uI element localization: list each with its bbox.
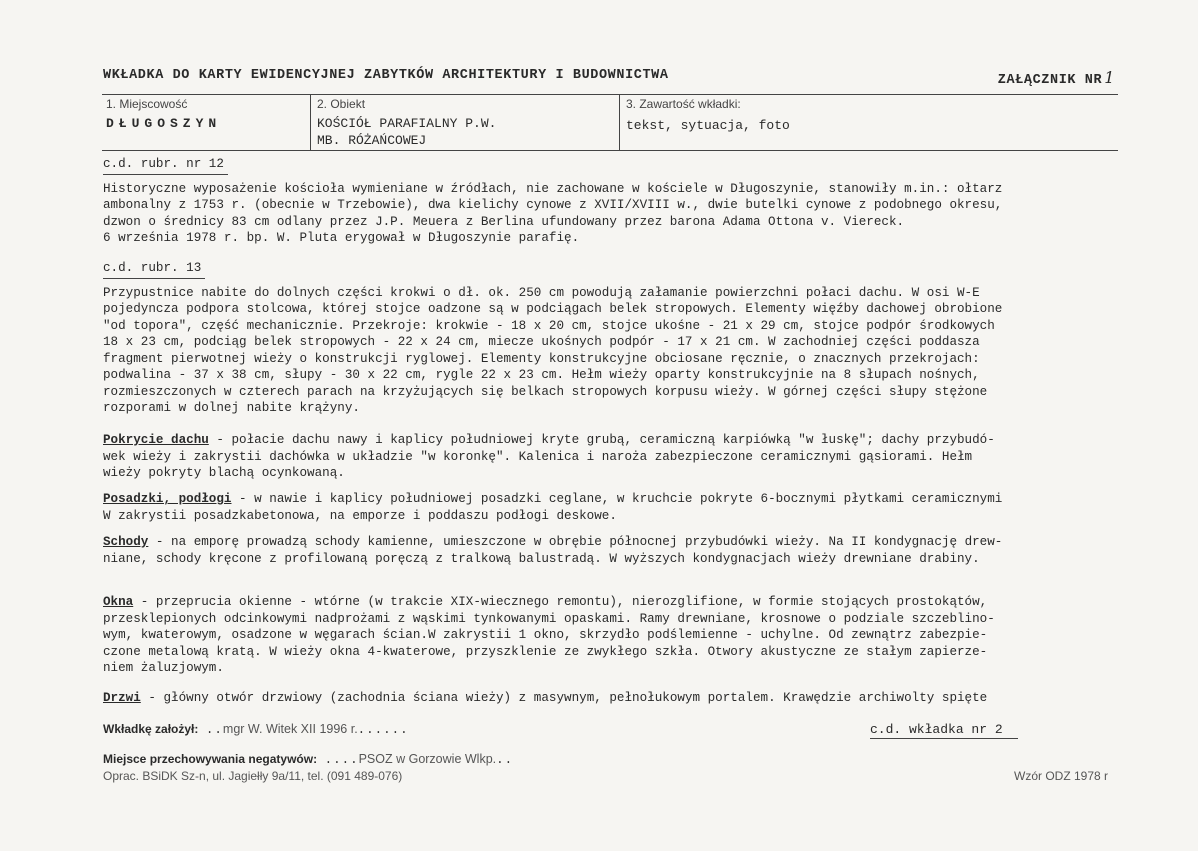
field-value: tekst, sytuacja, foto [626,118,790,133]
field-zawartosc [619,95,1119,151]
field-label: 3. Zawartość wkładki: [626,97,741,111]
storage-label: Miejsce przechowywania negatywów: [103,752,318,766]
author-line: Wkładkę założył: ..mgr W. Witek XII 1996 r....... [103,722,409,737]
section-posadzki: Posadzki, podłogi - w nawie i kaplicy południowej posadzki ceglane, w kruchcie pokryte 6-bocznymi płytkami ceramicznymi W zakrystii posadzkabetonowa, na emporze i poddaszu podłogi deskowe. [103,492,1003,523]
storage-value: PSOZ w Gorzowie Wlkp. [358,752,497,766]
field-obiekt [310,95,619,151]
document-header [103,68,1115,88]
section-pokrycie-dachu: Pokrycie dachu - połacie dachu nawy i kaplicy południowej kryte grubą, ceramiczną karpiówką "w łuskę"; dachy przybudó- wek wieży i zakrystii dachówka w układzie "w koronkę". Kalenica i naroża zabezpieczone ceramicznymi gąsiorami. Hełm wieży pokryty blachą ocynkowaną. [103,433,995,480]
field-label: 1. Miejscowość [106,97,188,111]
section-body: Historyczne wyposażenie kościoła wymieniane w źródłach, nie zachowane w kościele w Długoszynie, stanowiły m.in.: ołtarz ambonalny z 1753 r. (obecnie w Trzebowie), dwa kielichy cynowe z XVII/XVIII w., dwie butelki cynowe z podobnego okresu, dzwon o średnicy 83 cm odlany przez J.P. Meuera z Berlina ufundowany przez barona Adama Ottona v. Viereck. 6 września 1978 r. bp. W. Pluta erygował w Długoszynie parafię. [103,181,1003,245]
author-value: mgr W. Witek XII 1996 r. [222,722,358,736]
section-okna: Okna - przeprucia okienne - wtórne (w trakcie XIX-wiecznego remontu), nierozglifione, w formie stojących prostokątów, przesklepionych odcinkowymi nadprożami z wąskimi tynkowanymi opaskami. Ramy drewniane, krosnowe o podziale szczeblino- wym, kwaterowym, osadzone w węgarach ścian.W zakrystii 1 okno, skrzydło podślemienne - uchylne. Od zewnątrz zabezpie- czone metalową kratą. W wieży okna 4-kwaterowe, przyszklenie ze zwykłego szkła. Otwory akustyczne ze stałym zapierze- niem żaluzjowym. [103,595,995,675]
section-heading: Pokrycie dachu [103,433,209,447]
section-rubr12 [103,156,1119,247]
document-title: WKŁADKA DO KARTY EWIDENCYJNEJ ZABYTKÓW ARCHITEKTURY I BUDOWNICTWA [103,68,669,83]
publisher-line: Oprac. BSiDK Sz-n, ul. Jagiełły 9a/11, tel. (091 489-076) [103,769,403,783]
continuation-note: c.d. wkładka nr 2 [870,722,1018,739]
section-body: Przypustnice nabite do dolnych części krokwi o dł. ok. 250 cm powodują załamanie powierzchni połaci dachu. W osi W-E pojedyncza podpora stolcowa, której stojce oadzone są w podciągach belek stropowych. Elementy więźby dachowej obrobione "od topora", część mechanicznie. Przekroje: krokwie - 18 x 20 cm, stojce ukośne - 21 x 29 cm, stojce podpór środkowych 18 x 23 cm, podciąg belek stropowych - 22 x 24 cm, miecze ukośnych podpór - 17 x 21 cm. W zachodniej części poddasza fragment pierwotnej wieży o konstrukcji ryglowej. Elementy konstrukcyjne obciosane ręcznie, o znacznych przekrojach: podwalina - 37 x 38 cm, słupy - 30 x 22 cm, rygle 22 x 23 cm. Hełm wieży oparty konstrukcyjnie na 8 słupach nośnych, rozmieszczonych w czterech parach na krzyżujących się belkach stropowych korpusu wieży. W górnej części słupy stężone rozporami w dolnej nabite krążyny. [103,285,1003,415]
divider [102,150,1118,151]
section-rubr13 [103,260,1119,417]
section-heading: c.d. rubr. nr 12 [103,156,228,175]
section-schody: Schody - na emporę prowadzą schody kamienne, umieszczone w obrębie północnej przybudówki wieży. Na II kondygnację drew- niane, schody kręcone z profilowaną poręczą z tralkową balustradą. W wyższych kondygnacjach wieży drewniane drabiny. [103,535,1003,566]
storage-line: Miejsce przechowywania negatywów: ....PSOZ w Gorzowie Wlkp... [103,752,514,767]
section-heading: Okna [103,595,134,609]
section-heading: Posadzki, podłogi [103,492,232,506]
field-miejscowosc [102,95,309,151]
section-heading: Drzwi [103,691,141,705]
field-label: 2. Obiekt [317,97,366,111]
section-heading: Schody [103,535,149,549]
field-value: KOŚCIÓŁ PARAFIALNY P.W. MB. RÓŻAŃCOWEJ [317,116,497,148]
section-drzwi: Drzwi - główny otwór drzwiowy (zachodnia ściana wieży) z masywnym, pełnołukowym portalem. Krawędzie archiwolty spięte [103,691,988,705]
header-fields [102,94,1118,151]
form-reference: Wzór ODZ 1978 r [1014,769,1109,783]
attachment-number: ZAŁĄCZNIK NR 1 [997,68,1115,88]
author-label: Wkładkę założył: [103,722,199,736]
section-heading: c.d. rubr. 13 [103,260,205,279]
field-value: DŁUGOSZYN [106,116,222,131]
